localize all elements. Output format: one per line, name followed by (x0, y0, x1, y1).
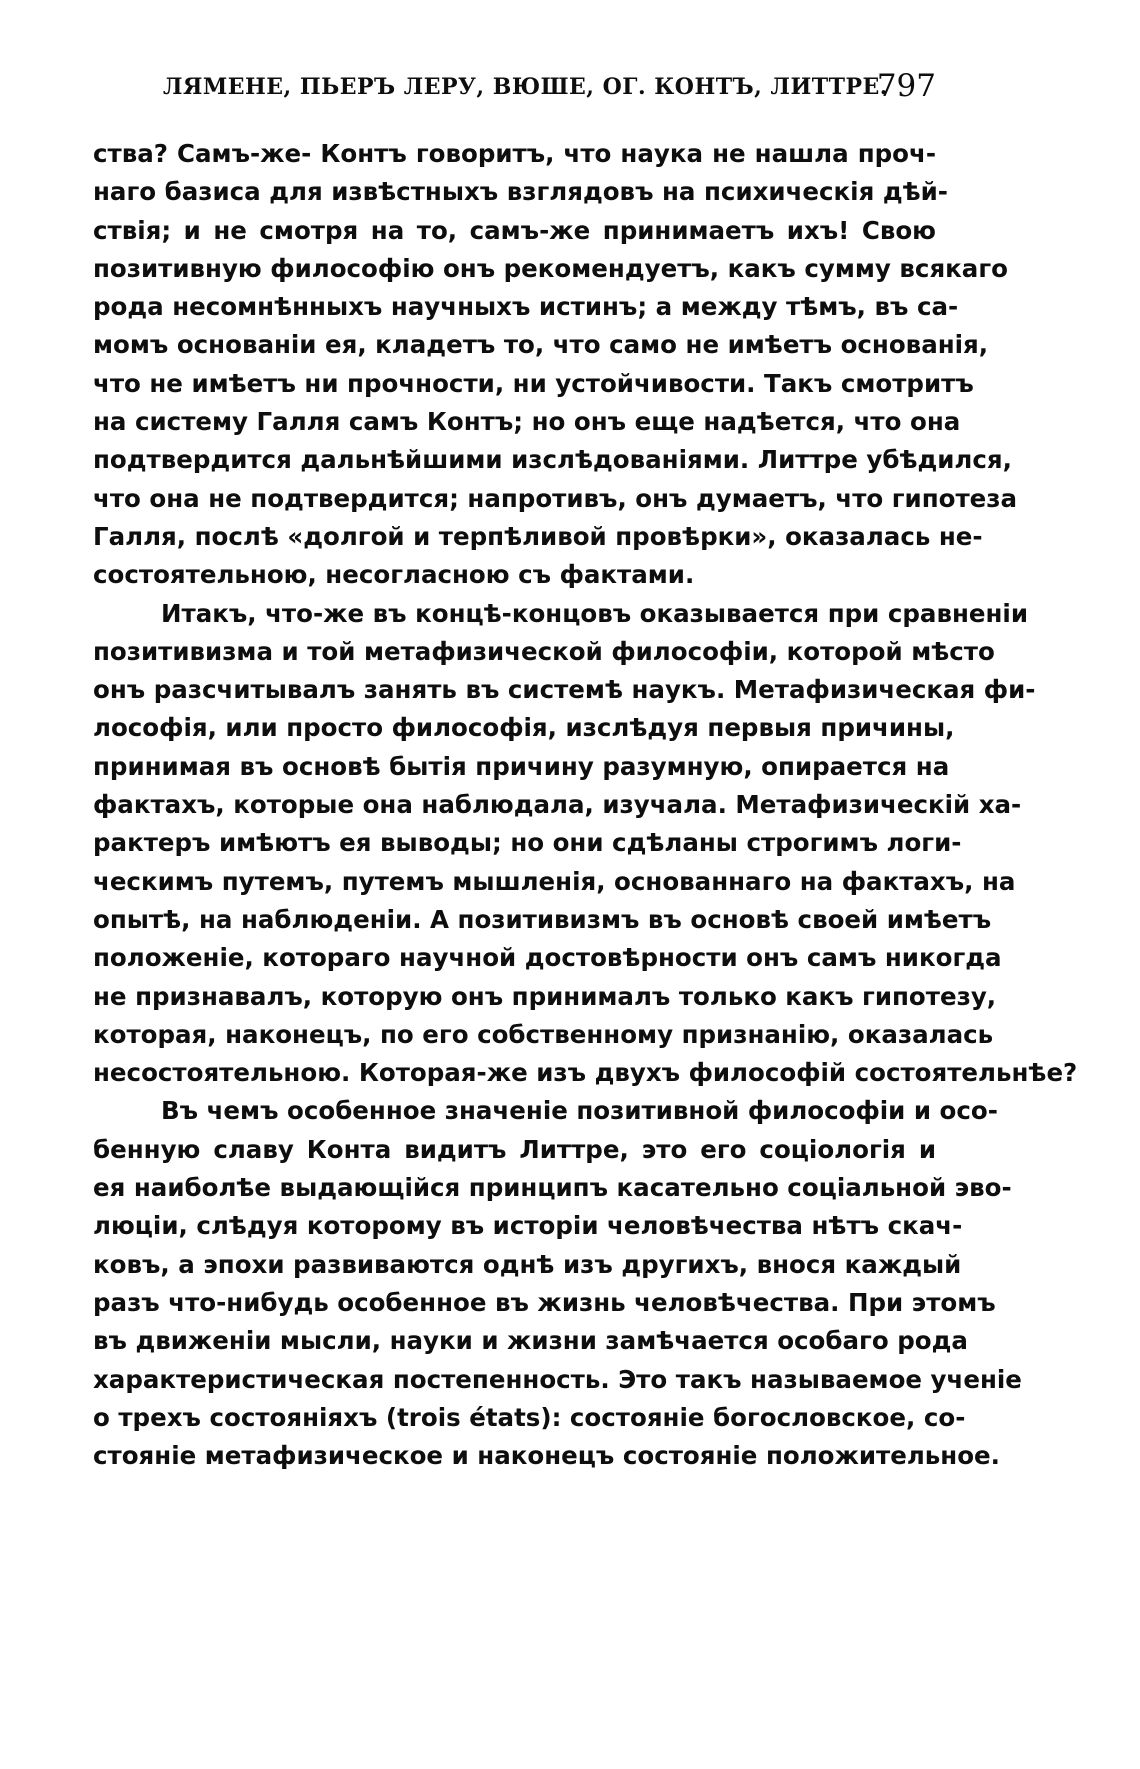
text-line: состоятельною, несогласною съ фактами. (93, 560, 695, 590)
text-line: ковъ, а эпохи развиваются однѣ изъ другихъ, внося каждый (93, 1249, 962, 1279)
text-line: не признавалъ, которую онъ принималъ только какъ гипотезу, (93, 981, 997, 1011)
text-line: ея наиболѣе выдающійся принципъ касательно соціальной эво- (93, 1173, 1012, 1203)
running-head: ЛЯМЕНЕ, ПЬЕРЪ ЛЕРУ, ВЮШЕ, ОГ. КОНТЪ, ЛИТТРЕ. (163, 74, 888, 100)
text-line: позитивизма и той метафизической философіи, которой мѣсто (93, 636, 995, 666)
paragraph (93, 595, 1078, 1093)
paragraph (93, 135, 1018, 595)
text-line: люціи, слѣдуя которому въ исторіи человѣчества нѣтъ скач- (93, 1211, 963, 1241)
text-line: разъ что-нибудь особенное въ жизнь человѣчества. При этомъ (93, 1287, 996, 1317)
page-header (93, 64, 936, 116)
text-line: ствія; и не смотря на то, самъ-же принимаетъ ихъ! Свою (93, 215, 936, 245)
text-line: которая, наконецъ, по его собственному признанію, оказалась (93, 1019, 994, 1049)
text-line: что не имѣетъ ни прочности, ни устойчивости. Такъ смотритъ (93, 368, 974, 398)
text-line: рода несомнѣнныхъ научныхъ истинъ; а между тѣмъ, въ са- (93, 292, 959, 322)
paragraph (93, 1092, 1022, 1475)
text-line: Итакъ, что-же въ концѣ-концовъ оказывается при сравненіи (161, 598, 1028, 628)
text-line: характеристическая постепенность. Это такъ называемое ученіе (93, 1364, 1022, 1394)
text-line: несостоятельною. Которая-же изъ двухъ философій состоятельнѣе? (93, 1058, 1078, 1088)
text-line: фактахъ, которые она наблюдала, изучала. Метафизическій ха- (93, 790, 1022, 820)
text-line: ства? Самъ-же- Контъ говоритъ, что наука не нашла проч- (93, 139, 936, 168)
text-line: рактеръ имѣютъ ея выводы; но они сдѣланы строгимъ логи- (93, 828, 962, 858)
text-line: Галля, послѣ «долгой и терпѣливой провѣрки», оказалась не- (93, 521, 983, 551)
text-line: позитивную философію онъ рекомендуетъ, какъ сумму всякаго (93, 253, 1008, 283)
text-line: на систему Галля самъ Контъ; но онъ еще надѣется, что она (93, 407, 961, 437)
text-line: стояніе метафизическое и наконецъ состояніе положительное. (93, 1441, 1000, 1471)
body-text (93, 135, 1078, 1475)
text-line: что она не подтвердится; напротивъ, онъ думаетъ, что гипотеза (93, 483, 1018, 513)
text-line: момъ основаніи ея, кладетъ то, что само не имѣетъ основанія, (93, 330, 989, 360)
text-line: подтвердится дальнѣйшими изслѣдованіями. Литтре убѣдился, (93, 445, 1012, 475)
text-line: о трехъ состояніяхъ (trois états): состояніе богословское, со- (93, 1402, 966, 1432)
text-line: онъ разсчитывалъ занять въ системѣ наукъ. Метафизическая фи- (93, 675, 1036, 705)
text-line: лософія, или просто философія, изслѣдуя первыя причины, (93, 713, 955, 743)
text-line: Въ чемъ особенное значеніе позитивной философіи и осо- (161, 1096, 998, 1126)
text-line: бенную славу Конта видитъ Литтре, это его соціологія и (93, 1134, 936, 1164)
text-line: въ движеніи мысли, науки и жизни замѣчается особаго рода (93, 1326, 968, 1356)
text-line: наго базиса для извѣстныхъ взглядовъ на психическія дѣй- (93, 177, 948, 207)
text-line: опытѣ, на наблюденіи. А позитивизмъ въ основѣ своей имѣетъ (93, 904, 992, 934)
page-number: 797 (876, 68, 936, 104)
text-line: положеніе, котораго научной достовѣрности онъ самъ никогда (93, 943, 1002, 973)
text-line: ческимъ путемъ, путемъ мышленія, основаннаго на фактахъ, на (93, 866, 1016, 896)
text-line: принимая въ основѣ бытія причину разумную, опирается на (93, 751, 950, 781)
